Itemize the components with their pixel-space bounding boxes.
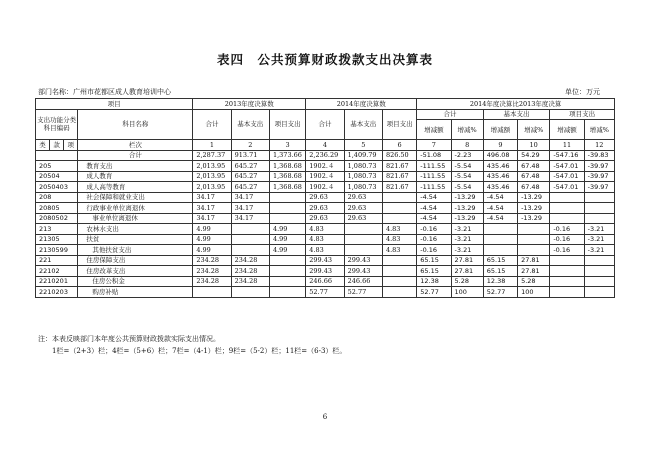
- row-value-col5: 29.63: [344, 203, 382, 214]
- header-2013-basic: 基本支出: [231, 109, 269, 140]
- row-value-col6: 4.83: [382, 224, 416, 235]
- row-value-col7: -111.55: [417, 182, 451, 193]
- row-value-col3: [269, 287, 305, 298]
- row-value-col8: -2.23: [451, 150, 483, 161]
- row-value-col9: -4.54: [483, 203, 517, 214]
- row-code: 2130599: [36, 245, 78, 256]
- row-value-col9: -4.54: [483, 213, 517, 224]
- header-2014-basic: 基本支出: [344, 109, 382, 140]
- row-value-col12: [584, 287, 614, 298]
- row-value-col1: 2,013.95: [193, 161, 231, 172]
- row-value-col1: 234.28: [193, 255, 231, 266]
- row-value-col2: 34.17: [231, 203, 269, 214]
- row-code: 2050403: [36, 182, 78, 193]
- row-value-col9: 65.15: [483, 266, 517, 277]
- row-name: 成人教育: [78, 171, 193, 182]
- row-value-col7: -0.16: [417, 245, 451, 256]
- header-lanci: 栏次: [78, 140, 193, 151]
- row-value-col10: -13.29: [518, 213, 550, 224]
- row-value-col5: 1,080.73: [344, 161, 382, 172]
- row-value-col6: [382, 266, 416, 277]
- row-code: 2210201: [36, 276, 78, 287]
- row-value-col4: 299.43: [306, 266, 344, 277]
- footnote-2: 1栏=（2+3）栏；4栏=（5+6）栏；7栏=（4-1）栏；9栏=（5-2）栏；11栏=（6-3）栏。: [52, 347, 347, 355]
- row-value-col8: -5.54: [451, 161, 483, 172]
- row-value-col7: -111.55: [417, 161, 451, 172]
- row-value-col1: 2,013.95: [193, 171, 231, 182]
- row-value-col3: 4.99: [269, 224, 305, 235]
- row-value-col5: [344, 234, 382, 245]
- row-value-col4: 52.77: [306, 287, 344, 298]
- header-inc-pct: 增减%: [451, 120, 483, 140]
- row-code: 2210203: [36, 287, 78, 298]
- row-value-col4: 299.43: [306, 255, 344, 266]
- row-value-col5: 1,409.79: [344, 150, 382, 161]
- row-value-col10: 54.29: [518, 150, 550, 161]
- row-value-col9: [483, 245, 517, 256]
- row-value-col1: 4.99: [193, 224, 231, 235]
- row-value-col9: -4.54: [483, 192, 517, 203]
- row-code: [36, 150, 78, 161]
- row-value-col3: [269, 203, 305, 214]
- row-value-col7: 52.77: [417, 287, 451, 298]
- row-value-col6: [382, 213, 416, 224]
- row-value-col5: [344, 245, 382, 256]
- row-value-col6: 821.67: [382, 171, 416, 182]
- row-value-col5: 1,080.73: [344, 182, 382, 193]
- row-value-col10: -13.29: [518, 203, 550, 214]
- table-row: [36, 161, 615, 172]
- row-value-col7: 12.38: [417, 276, 451, 287]
- row-value-col5: 29.63: [344, 192, 382, 203]
- row-value-col4: 29.63: [306, 203, 344, 214]
- col-num: 5: [344, 140, 382, 151]
- row-name: 住房改革支出: [78, 266, 193, 277]
- row-value-col6: 826.50: [382, 150, 416, 161]
- header-2013: 2013年度决算数: [193, 99, 306, 110]
- row-value-col2: 645.27: [231, 171, 269, 182]
- table-row: [36, 234, 615, 245]
- header-2014-total: 合计: [306, 109, 344, 140]
- row-value-col7: -4.54: [417, 213, 451, 224]
- row-value-col12: [584, 192, 614, 203]
- col-num: 2: [231, 140, 269, 151]
- row-value-col7: 65.15: [417, 266, 451, 277]
- row-value-col7: -111.55: [417, 171, 451, 182]
- row-value-col12: [584, 203, 614, 214]
- row-value-col12: [584, 213, 614, 224]
- header-row-1: [36, 99, 615, 110]
- row-value-col2: 234.28: [231, 266, 269, 277]
- header-inc-pct: 增减%: [518, 120, 550, 140]
- col-num: 3: [269, 140, 305, 151]
- row-value-col7: -51.08: [417, 150, 451, 161]
- row-value-col8: -13.29: [451, 203, 483, 214]
- row-value-col8: -5.54: [451, 182, 483, 193]
- row-value-col1: 34.17: [193, 192, 231, 203]
- row-value-col5: 52.77: [344, 287, 382, 298]
- row-name: 成人高等教育: [78, 182, 193, 193]
- header-name-label: 科目名称: [78, 109, 193, 140]
- header-kuan: 款: [50, 140, 64, 151]
- row-value-col2: 645.27: [231, 161, 269, 172]
- header-inc-amt: 增减额: [550, 120, 584, 140]
- row-value-col12: -3.21: [584, 224, 614, 235]
- row-value-col11: -0.16: [550, 245, 584, 256]
- row-value-col9: 52.77: [483, 287, 517, 298]
- row-name: 合计: [78, 150, 193, 161]
- row-code: 22102: [36, 266, 78, 277]
- row-value-col12: [584, 266, 614, 277]
- row-value-col2: [231, 234, 269, 245]
- header-project: 项目: [36, 99, 193, 110]
- row-value-col5: 29.63: [344, 213, 382, 224]
- table-row: [36, 203, 615, 214]
- row-value-col2: [231, 224, 269, 235]
- row-value-col7: 65.15: [417, 255, 451, 266]
- header-row-4: [36, 140, 615, 151]
- row-value-col2: 913.71: [231, 150, 269, 161]
- table-row: [36, 287, 615, 298]
- row-name: 事业单位离退休: [78, 213, 193, 224]
- row-value-col7: -4.54: [417, 203, 451, 214]
- unit-label: 单位：万元: [565, 88, 600, 96]
- row-value-col12: -3.21: [584, 245, 614, 256]
- header-2013-total: 合计: [193, 109, 231, 140]
- row-value-col8: 27.81: [451, 266, 483, 277]
- row-value-col8: -3.21: [451, 234, 483, 245]
- header-row-2: [36, 109, 615, 120]
- row-name: 住房保障支出: [78, 255, 193, 266]
- row-code: 20504: [36, 171, 78, 182]
- row-value-col9: 435.46: [483, 161, 517, 172]
- header-cmp-total: 合计: [417, 109, 484, 120]
- row-value-col2: 34.17: [231, 213, 269, 224]
- row-value-col3: 4.99: [269, 234, 305, 245]
- table-row: [36, 255, 615, 266]
- row-value-col6: [382, 192, 416, 203]
- row-value-col11: [550, 255, 584, 266]
- row-value-col11: -547.01: [550, 182, 584, 193]
- row-value-col5: [344, 224, 382, 235]
- row-value-col10: 67.48: [518, 171, 550, 182]
- row-value-col1: 4.99: [193, 245, 231, 256]
- header-compare: 2014年度决算比2013年度决算: [417, 99, 615, 110]
- row-value-col3: 4.99: [269, 245, 305, 256]
- expenditure-table: [35, 98, 615, 298]
- row-value-col4: 1902.４: [306, 182, 344, 193]
- row-value-col2: 234.28: [231, 255, 269, 266]
- row-value-col11: [550, 213, 584, 224]
- row-value-col8: 100: [451, 287, 483, 298]
- row-code: 21305: [36, 234, 78, 245]
- row-value-col12: -3.21: [584, 234, 614, 245]
- col-num: 4: [306, 140, 344, 151]
- row-code: 205: [36, 161, 78, 172]
- row-value-col10: [518, 224, 550, 235]
- row-value-col8: 27.81: [451, 255, 483, 266]
- table-row: [36, 266, 615, 277]
- header-2014: 2014年度决算数: [306, 99, 417, 110]
- page-title: 表四 公共预算财政拨款支出决算表: [216, 52, 433, 67]
- row-value-col3: [269, 192, 305, 203]
- header-inc-amt: 增减额: [417, 120, 451, 140]
- header-lei: 类: [36, 140, 50, 151]
- col-num: 8: [451, 140, 483, 151]
- row-value-col2: [231, 245, 269, 256]
- row-value-col11: -547.01: [550, 161, 584, 172]
- row-value-col4: 4.83: [306, 234, 344, 245]
- col-num: 6: [382, 140, 416, 151]
- row-value-col9: 435.46: [483, 182, 517, 193]
- row-value-col4: 1902.４: [306, 161, 344, 172]
- row-value-col6: [382, 287, 416, 298]
- row-value-col1: 234.28: [193, 266, 231, 277]
- row-value-col6: 4.83: [382, 245, 416, 256]
- row-value-col7: -0.16: [417, 234, 451, 245]
- row-value-col6: [382, 276, 416, 287]
- col-num: 9: [483, 140, 517, 151]
- row-value-col1: 2,013.95: [193, 182, 231, 193]
- row-code: 20805: [36, 203, 78, 214]
- row-value-col1: 2,287.37: [193, 150, 231, 161]
- row-value-col1: 34.17: [193, 213, 231, 224]
- header-inc-pct: 增减%: [584, 120, 614, 140]
- header-2014-project: 项目支出: [382, 109, 416, 140]
- row-value-col10: 67.48: [518, 182, 550, 193]
- table-row: [36, 213, 615, 224]
- row-value-col10: 5.28: [518, 276, 550, 287]
- footnote-1: 注：本表反映部门本年度公共预算财政拨款实际支出情况。: [38, 335, 220, 343]
- row-value-col3: 1,368.68: [269, 182, 305, 193]
- row-value-col9: 65.15: [483, 255, 517, 266]
- row-value-col10: [518, 234, 550, 245]
- header-code-label: 支出功能分类科目编码: [36, 109, 78, 140]
- header-cmp-basic: 基本支出: [483, 109, 550, 120]
- header-inc-amt: 增减额: [483, 120, 517, 140]
- table-row: [36, 245, 615, 256]
- col-num: 10: [518, 140, 550, 151]
- row-value-col4: 1902.４: [306, 171, 344, 182]
- row-value-col8: -13.29: [451, 213, 483, 224]
- row-value-col11: [550, 192, 584, 203]
- row-value-col12: -39.97: [584, 182, 614, 193]
- col-num: 1: [193, 140, 231, 151]
- row-value-col2: 34.17: [231, 192, 269, 203]
- row-name: 其他扶贫支出: [78, 245, 193, 256]
- row-value-col2: [231, 287, 269, 298]
- row-value-col3: [269, 276, 305, 287]
- row-value-col10: 67.48: [518, 161, 550, 172]
- row-value-col3: 1,373.66: [269, 150, 305, 161]
- row-value-col3: [269, 266, 305, 277]
- row-value-col6: 821.67: [382, 182, 416, 193]
- row-value-col11: [550, 287, 584, 298]
- row-value-col4: 4.83: [306, 245, 344, 256]
- row-value-col8: -3.21: [451, 224, 483, 235]
- row-name: 教育支出: [78, 161, 193, 172]
- row-value-col4: 246.66: [306, 276, 344, 287]
- row-name: 住房公积金: [78, 276, 193, 287]
- row-value-col4: 4.83: [306, 224, 344, 235]
- row-value-col11: -547.16: [550, 150, 584, 161]
- row-value-col11: [550, 276, 584, 287]
- row-value-col5: 1,080.73: [344, 171, 382, 182]
- col-num: 11: [550, 140, 584, 151]
- row-value-col10: 27.81: [518, 266, 550, 277]
- row-value-col12: [584, 276, 614, 287]
- row-value-col1: 34.17: [193, 203, 231, 214]
- row-value-col9: [483, 234, 517, 245]
- row-name: 行政事业单位离退休: [78, 203, 193, 214]
- row-value-col12: [584, 255, 614, 266]
- table-row: [36, 182, 615, 193]
- row-value-col7: -4.54: [417, 192, 451, 203]
- row-value-col5: 246.66: [344, 276, 382, 287]
- row-code: 2080502: [36, 213, 78, 224]
- table-row: [36, 150, 615, 161]
- row-value-col6: 821.67: [382, 161, 416, 172]
- row-value-col1: 234.28: [193, 276, 231, 287]
- department-name: 部门名称：广州市花都区成人教育培训中心: [38, 88, 171, 96]
- page-number: 6: [322, 413, 328, 421]
- row-value-col3: 1,368.68: [269, 171, 305, 182]
- row-value-col1: 4.99: [193, 234, 231, 245]
- row-value-col7: -0.16: [417, 224, 451, 235]
- row-name: 社会保障和就业支出: [78, 192, 193, 203]
- row-name: 农林水支出: [78, 224, 193, 235]
- row-value-col6: 4.83: [382, 234, 416, 245]
- row-value-col8: -3.21: [451, 245, 483, 256]
- row-name: 购房补贴: [78, 287, 193, 298]
- row-value-col9: [483, 224, 517, 235]
- row-value-col3: [269, 255, 305, 266]
- row-value-col6: [382, 203, 416, 214]
- row-value-col8: 5.28: [451, 276, 483, 287]
- table-row: [36, 192, 615, 203]
- row-value-col11: [550, 266, 584, 277]
- header-xiang: 项: [64, 140, 78, 151]
- row-value-col1: [193, 287, 231, 298]
- table-row: [36, 171, 615, 182]
- row-value-col6: [382, 255, 416, 266]
- row-value-col10: 27.81: [518, 255, 550, 266]
- row-code: 221: [36, 255, 78, 266]
- header-cmp-project: 项目支出: [550, 109, 615, 120]
- table-row: [36, 276, 615, 287]
- row-value-col11: -0.16: [550, 234, 584, 245]
- row-value-col12: -39.97: [584, 171, 614, 182]
- row-value-col5: 299.43: [344, 255, 382, 266]
- row-value-col11: -0.16: [550, 224, 584, 235]
- header-2013-project: 项目支出: [269, 109, 305, 140]
- row-value-col2: 234.28: [231, 276, 269, 287]
- table-row: [36, 224, 615, 235]
- row-value-col11: -547.01: [550, 171, 584, 182]
- row-value-col4: 2,236.29: [306, 150, 344, 161]
- row-name: 扶贫: [78, 234, 193, 245]
- row-value-col9: 496.08: [483, 150, 517, 161]
- row-value-col3: 1,368.68: [269, 161, 305, 172]
- row-value-col4: 29.63: [306, 213, 344, 224]
- row-value-col2: 645.27: [231, 182, 269, 193]
- row-value-col8: -5.54: [451, 171, 483, 182]
- row-value-col12: -39.97: [584, 161, 614, 172]
- row-code: 208: [36, 192, 78, 203]
- row-value-col5: 299.43: [344, 266, 382, 277]
- col-num: 12: [584, 140, 614, 151]
- row-value-col9: 12.38: [483, 276, 517, 287]
- row-value-col4: 29.63: [306, 192, 344, 203]
- col-num: 7: [417, 140, 451, 151]
- row-value-col10: -13.29: [518, 192, 550, 203]
- row-value-col11: [550, 203, 584, 214]
- row-value-col10: [518, 245, 550, 256]
- row-value-col3: [269, 213, 305, 224]
- row-value-col12: -39.83: [584, 150, 614, 161]
- row-code: 213: [36, 224, 78, 235]
- row-value-col10: 100: [518, 287, 550, 298]
- row-value-col9: 435.46: [483, 171, 517, 182]
- row-value-col8: -13.29: [451, 192, 483, 203]
